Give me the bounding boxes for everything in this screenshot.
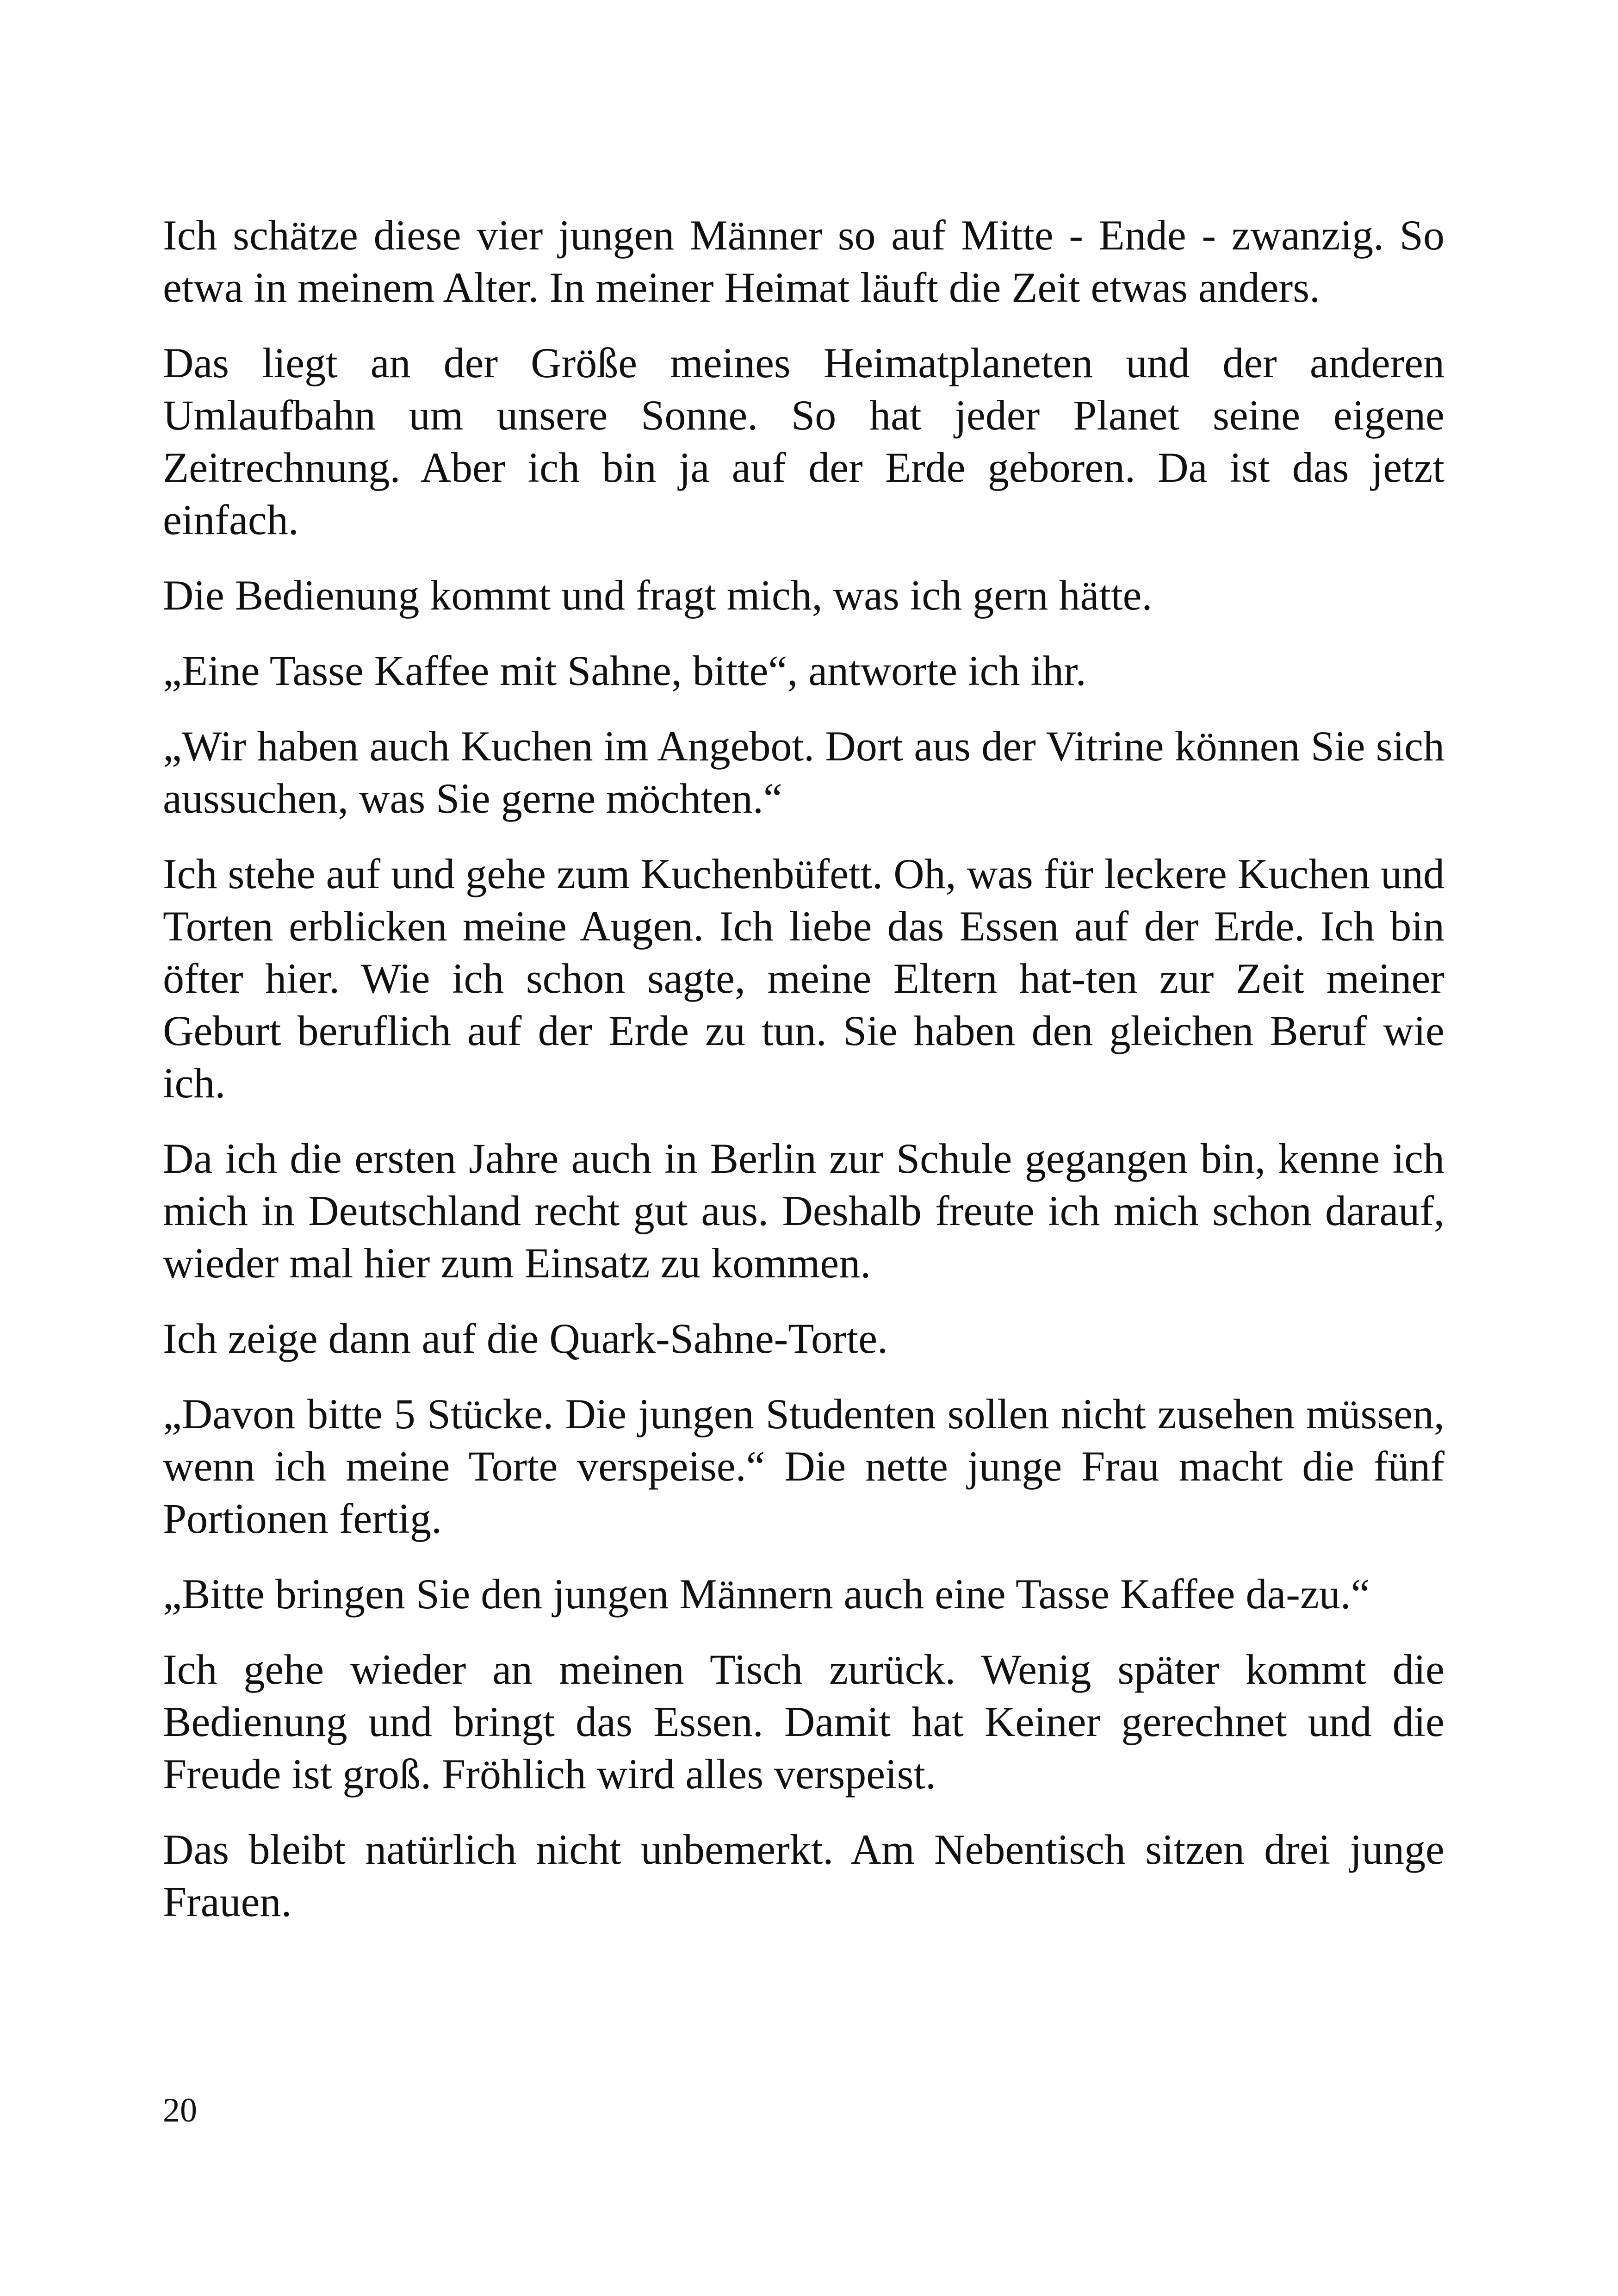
paragraph: „Eine Tasse Kaffee mit Sahne, bitte“, antworte ich ihr. [163, 647, 1086, 694]
body-text [163, 209, 1444, 1951]
paragraph: „Wir haben auch Kuchen im Angebot. Dort aus der Vitrine können Sie sich aussuchen, was Sie gerne möchten.“ [163, 722, 1444, 822]
paragraph: Das liegt an der Größe meines Heimatplaneten und der anderen Umlaufbahn um unsere Sonne. So hat jeder Planet seine eigene Zeitrechnung. Aber ich bin ja auf der Erde geboren. Da ist das jetzt einfach. [163, 339, 1444, 543]
paragraph: „Davon bitte 5 Stücke. Die jungen Studenten sollen nicht zusehen müssen, wenn ich meine Torte verspeise.“ Die nette junge Frau macht die fünf Portionen fertig. [163, 1390, 1444, 1542]
page-number: 20 [163, 2091, 197, 2129]
paragraph: Ich gehe wieder an meinen Tisch zurück. Wenig später kommt die Bedienung und bringt das Essen. Damit hat Keiner gerechnet und die Freude ist groß. Fröhlich wird alles verspeist. [163, 1646, 1444, 1798]
paragraph: Die Bedienung kommt und fragt mich, was ich gern hätte. [163, 572, 1153, 619]
paragraph: Da ich die ersten Jahre auch in Berlin zur Schule gegangen bin, kenne ich mich in Deutschland recht gut aus. Deshalb freute ich mich schon darauf, wieder mal hier zum Einsatz zu kommen. [163, 1135, 1444, 1287]
paragraph: Ich schätze diese vier jungen Männer so auf Mitte - Ende - zwanzig. So etwa in meinem Alter. In meiner Heimat läuft die Zeit etwas anders. [163, 212, 1444, 311]
paragraph: Das bleibt natürlich nicht unbemerkt. Am Nebentisch sitzen drei junge Frauen. [163, 1826, 1444, 1925]
paragraph: „Bitte bringen Sie den jungen Männern auch eine Tasse Kaffee da-zu.“ [163, 1570, 1370, 1618]
paragraph: Ich zeige dann auf die Quark-Sahne-Torte. [163, 1315, 888, 1362]
paragraph: Ich stehe auf und gehe zum Kuchenbüfett. Oh, was für leckere Kuchen und Torten erblicken meine Augen. Ich liebe das Essen auf der Erde. Ich bin öfter hier. Wie ich schon sagte, meine Eltern hat-ten zur Zeit meiner Geburt beruflich auf der Erde zu tun. Sie haben den gleichen Beruf wie ich. [163, 850, 1444, 1107]
